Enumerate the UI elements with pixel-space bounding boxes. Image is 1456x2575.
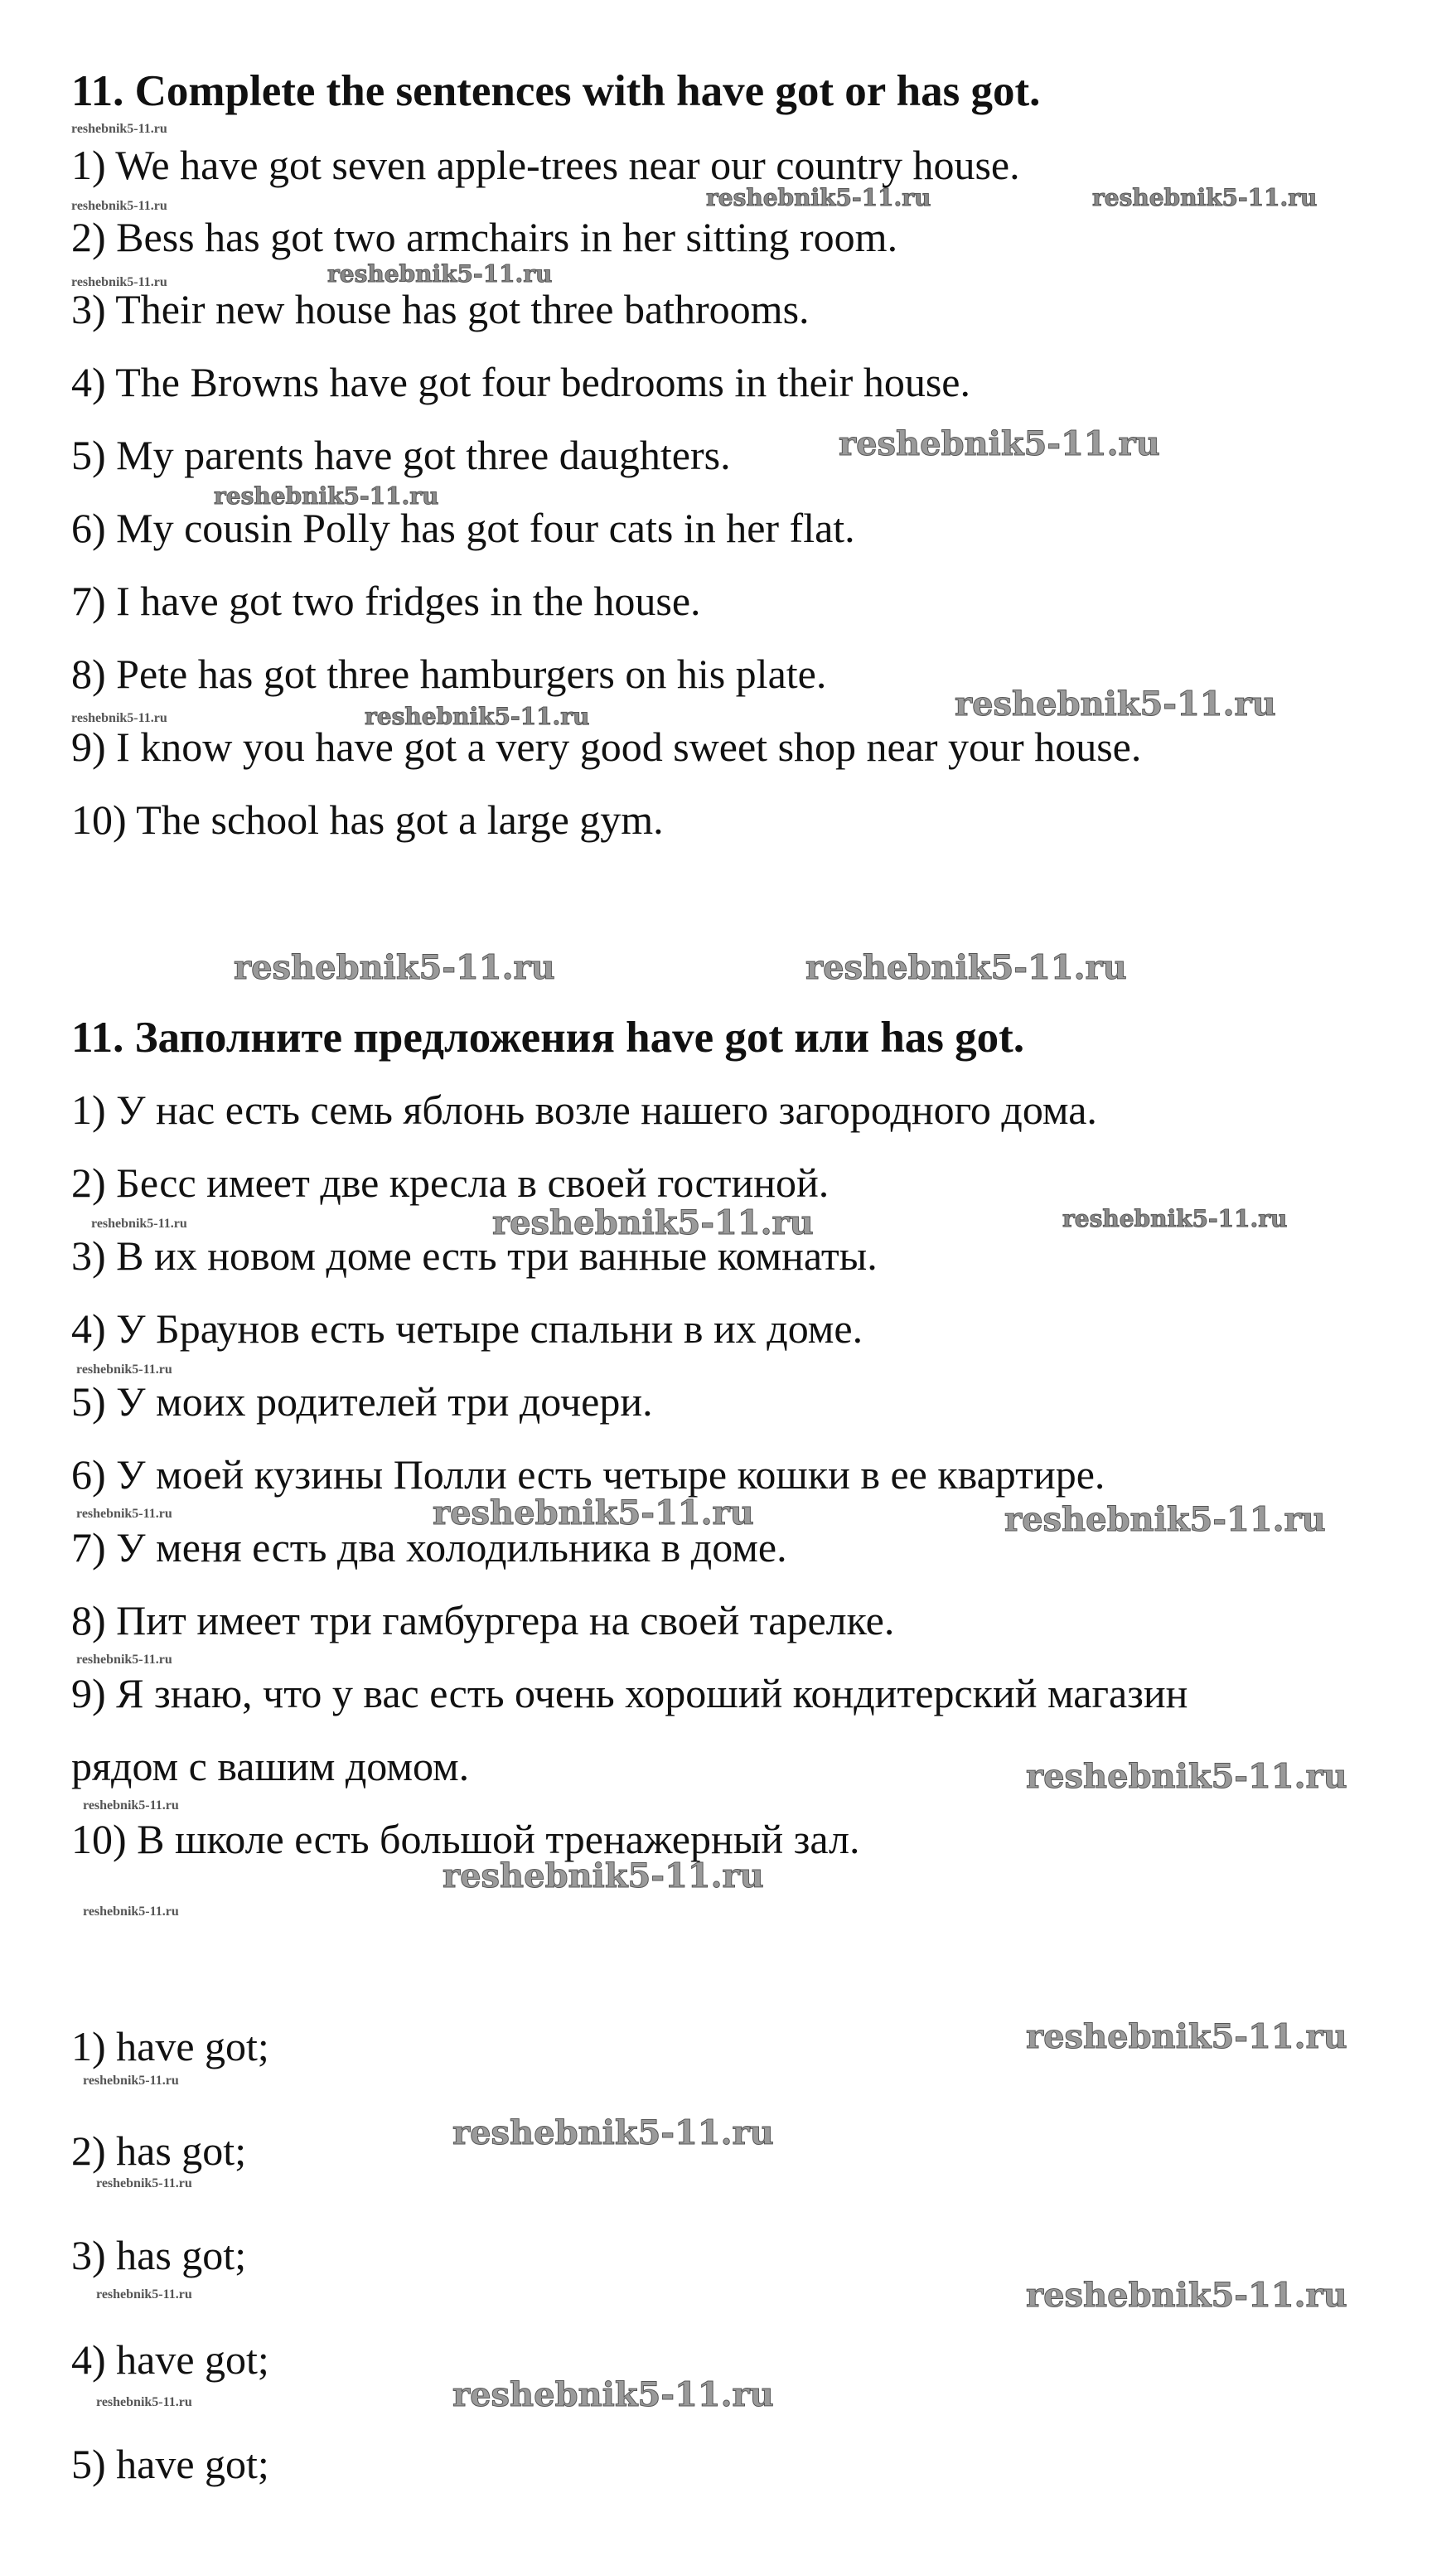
russian-sentence-2: 2) Бесс имеет две кресла в своей гостиной. bbox=[71, 1159, 830, 1206]
watermark: reshebnik5-11.ru bbox=[234, 948, 555, 987]
russian-sentence-4: 4) У Браунов есть четыре спальни в их доме. bbox=[71, 1305, 863, 1352]
watermark: reshebnik5-11.ru bbox=[955, 685, 1276, 724]
watermark: reshebnik5-11.ru bbox=[83, 2074, 179, 2088]
watermark: reshebnik5-11.ru bbox=[443, 1856, 764, 1895]
watermark: reshebnik5-11.ru bbox=[839, 424, 1160, 463]
russian-sentence-1: 1) У нас есть семь яблонь возле нашего загородного дома. bbox=[71, 1087, 1097, 1133]
russian-sentence-9: 9) Я знаю, что у вас есть очень хороший кондитерский магазин bbox=[71, 1670, 1188, 1716]
english-sentence-5: 5) My parents have got three daughters. bbox=[71, 432, 731, 478]
watermark: reshebnik5-11.ru bbox=[1092, 184, 1318, 211]
russian-sentence-6: 6) У моей кузины Полли есть четыре кошки в ее квартире. bbox=[71, 1451, 1105, 1498]
russian-sentence-7: 7) У меня есть два холодильника в доме. bbox=[71, 1524, 787, 1571]
russian-sentence-10: 10) В школе есть большой тренажерный зал. bbox=[71, 1816, 860, 1862]
watermark: reshebnik5-11.ru bbox=[76, 1363, 172, 1377]
watermark: reshebnik5-11.ru bbox=[1026, 1757, 1347, 1796]
watermark: reshebnik5-11.ru bbox=[706, 184, 931, 211]
english-sentence-3: 3) Their new house has got three bathrooms. bbox=[71, 286, 810, 332]
watermark: reshebnik5-11.ru bbox=[1004, 1500, 1326, 1539]
answer-4: 4) have got; bbox=[71, 2336, 269, 2383]
russian-sentence-5: 5) У моих родителей три дочери. bbox=[71, 1378, 653, 1425]
watermark: reshebnik5-11.ru bbox=[96, 2287, 192, 2302]
watermark: reshebnik5-11.ru bbox=[1026, 2017, 1347, 2056]
russian-task-title: 11. Заполните предложения have got или has got. bbox=[71, 1014, 1025, 1062]
answer-1: 1) have got; bbox=[71, 2023, 269, 2069]
watermark: reshebnik5-11.ru bbox=[452, 2375, 774, 2414]
english-sentence-7: 7) I have got two fridges in the house. bbox=[71, 578, 701, 624]
russian-sentence-3: 3) В их новом доме есть три ванные комнаты. bbox=[71, 1232, 878, 1279]
russian-sentence-8: 8) Пит имеет три гамбургера на своей тарелке. bbox=[71, 1597, 895, 1643]
english-sentence-9: 9) I know you have got a very good sweet shop near your house. bbox=[71, 724, 1142, 770]
watermark: reshebnik5-11.ru bbox=[76, 1653, 172, 1667]
answer-5: 5) have got; bbox=[71, 2441, 269, 2487]
english-sentence-4: 4) The Browns have got four bedrooms in their house. bbox=[71, 359, 970, 405]
russian-sentence-9-continued: рядом с вашим домом. bbox=[71, 1743, 470, 1789]
watermark: reshebnik5-11.ru bbox=[71, 275, 167, 289]
watermark: reshebnik5-11.ru bbox=[1026, 2276, 1347, 2315]
watermark: reshebnik5-11.ru bbox=[71, 711, 167, 725]
answer-3: 3) has got; bbox=[71, 2232, 247, 2278]
english-sentence-8: 8) Pete has got three hamburgers on his plate. bbox=[71, 651, 827, 697]
watermark: reshebnik5-11.ru bbox=[214, 482, 439, 510]
watermark: reshebnik5-11.ru bbox=[83, 1798, 179, 1813]
watermark: reshebnik5-11.ru bbox=[96, 2395, 192, 2409]
answer-2: 2) has got; bbox=[71, 2127, 247, 2174]
watermark: reshebnik5-11.ru bbox=[433, 1493, 754, 1532]
english-sentence-2: 2) Bess has got two armchairs in her sitting room. bbox=[71, 214, 898, 260]
watermark: reshebnik5-11.ru bbox=[71, 122, 167, 136]
english-task-title: 11. Complete the sentences with have got or has got. bbox=[71, 67, 1041, 115]
watermark: reshebnik5-11.ru bbox=[492, 1203, 814, 1242]
watermark: reshebnik5-11.ru bbox=[83, 1905, 179, 1919]
watermark: reshebnik5-11.ru bbox=[71, 199, 167, 213]
watermark: reshebnik5-11.ru bbox=[96, 2176, 192, 2190]
watermark: reshebnik5-11.ru bbox=[452, 2113, 774, 2152]
english-sentence-10: 10) The school has got a large gym. bbox=[71, 796, 664, 843]
english-sentence-6: 6) My cousin Polly has got four cats in her flat. bbox=[71, 505, 855, 551]
english-sentence-1: 1) We have got seven apple-trees near our country house. bbox=[71, 142, 1020, 188]
watermark: reshebnik5-11.ru bbox=[365, 703, 590, 730]
watermark: reshebnik5-11.ru bbox=[805, 948, 1127, 987]
watermark: reshebnik5-11.ru bbox=[91, 1217, 187, 1231]
watermark: reshebnik5-11.ru bbox=[76, 1507, 172, 1521]
watermark: reshebnik5-11.ru bbox=[327, 260, 553, 288]
watermark: reshebnik5-11.ru bbox=[1062, 1205, 1288, 1232]
